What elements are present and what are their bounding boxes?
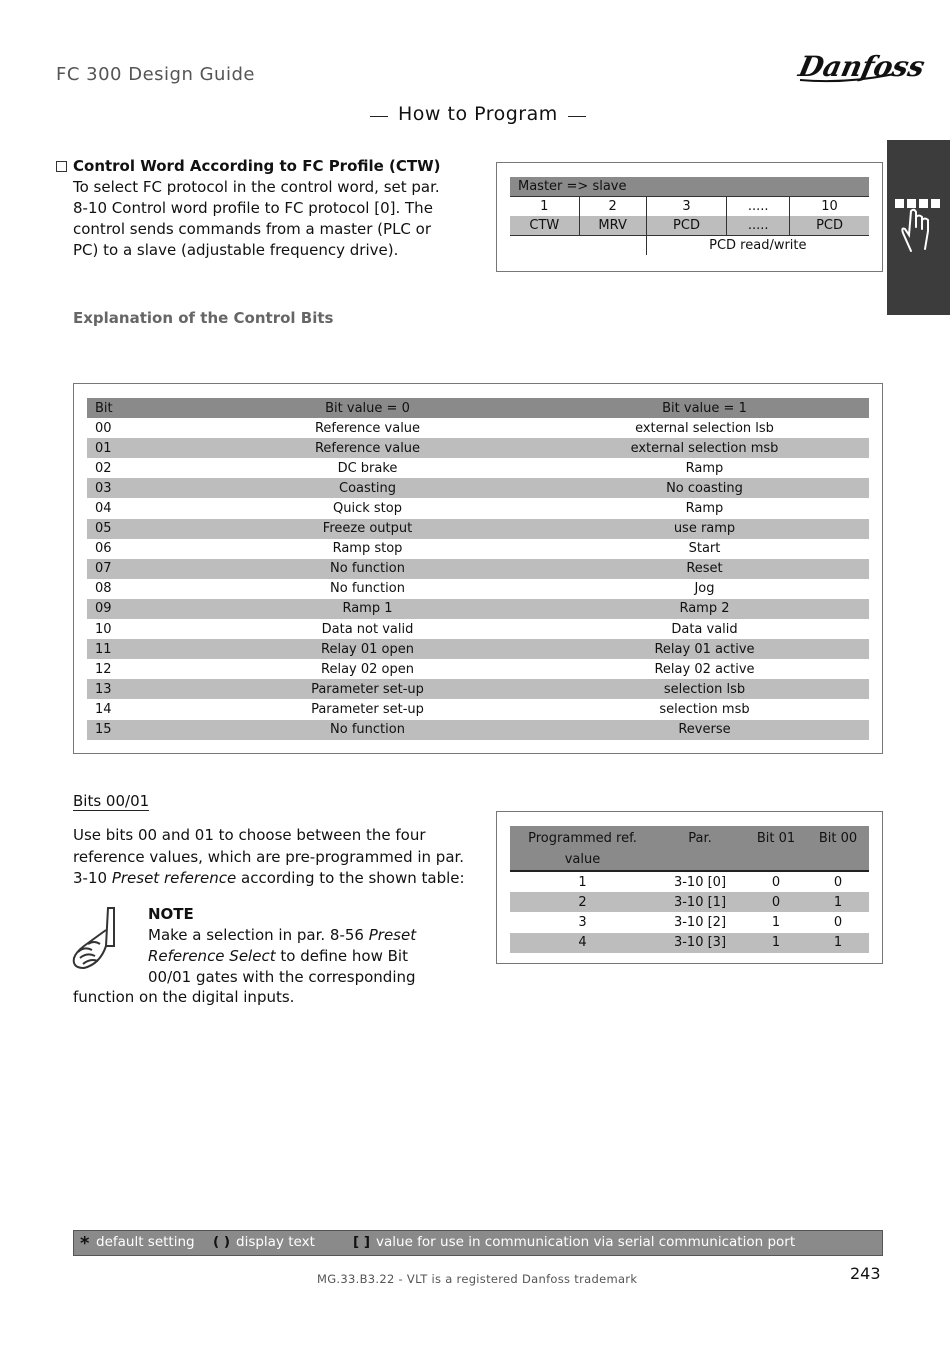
table-cell: 07 [87,559,195,579]
table-cell: 1 [745,933,807,953]
table-cell: 0 [771,874,781,890]
table-row [87,679,869,699]
telegram-label: MRV [579,216,646,236]
note-italic: Preset Reference Select [148,926,417,965]
table-row [510,871,869,892]
table-cell: 02 [95,460,112,476]
paren-key: ( ) [213,1234,231,1250]
table-cell: 09 [87,599,195,619]
table-cell: 1 [807,933,869,953]
chapter-title [360,103,596,125]
note-text [148,925,448,988]
pcd-read-write: PCD read/write [646,236,869,256]
programming-hand-icon [895,195,943,255]
display-text-label: display text [236,1234,315,1250]
telegram-number: 10 [790,197,869,217]
table-row [87,720,869,740]
table-cell: Start [688,541,721,557]
preset-reference-table-box [496,811,883,964]
table-row [87,599,869,619]
note-heading: NOTE [148,905,194,923]
control-bits-table [87,398,869,740]
table-cell: Relay 02 active [654,661,755,677]
table-cell: Jog [694,581,715,597]
table-cell: Ramp 2 [540,599,869,619]
master-slave-header: Master => slave [510,177,869,197]
table-row [87,579,869,599]
table-cell: Data valid [671,621,738,637]
table-row [87,699,869,719]
telegram-number: 3 [646,197,727,217]
table-row [510,892,869,912]
table-cell: No function [195,720,540,740]
trademark-line: MG.33.B3.22 - VLT is a registered Danfoss trademark [317,1272,638,1286]
table-row [87,458,869,478]
table-cell: 15 [87,720,195,740]
default-setting-label: default setting [96,1234,195,1250]
star-key: * [80,1233,90,1254]
note-text-b: to define how Bit 00/01 gates with the corresponding [148,947,416,986]
chapter-side-tab [887,140,950,315]
note-text-a: Make a selection in par. 8-56 [148,926,369,944]
table-cell: 0 [745,892,807,912]
table-row [87,418,869,438]
para-text: according to the shown table: [236,869,465,887]
table-cell: Parameter set-up [195,679,540,699]
table-row [87,519,869,539]
master-slave-table [510,177,869,255]
table-cell: 12 [95,661,112,677]
telegram-number: ..... [727,197,790,217]
table-cell: Reset [540,559,869,579]
table-cell: No function [195,559,540,579]
table-cell: 4 [510,933,655,953]
master-slave-diagram [496,162,883,272]
table-cell: No function [330,581,405,597]
telegram-number: 1 [540,199,549,214]
note-block [148,904,448,988]
column-header: Bit [87,398,195,418]
table-row [87,639,869,659]
table-cell: Reference value [314,420,421,436]
table-cell: 2 [510,892,655,912]
telegram-label: PCD [646,216,727,236]
ctw-body: To select FC protocol in the control word, set par. 8-10 Control word profile to FC protocol [0]. The control sends commands from a master (PLC or PC) to a slave (adjustable frequency drive). [73,178,440,259]
table-cell: 3-10 [0] [673,874,727,890]
table-cell: Relay 02 open [321,661,414,677]
table-cell: 11 [87,639,195,659]
table-cell: No coasting [540,478,869,498]
table-cell: 3-10 [1] [655,892,745,912]
page-number: 243 [850,1264,881,1283]
table-cell: 1 [578,874,587,890]
chapter-title-text: How to Program [398,103,558,125]
table-cell: Ramp [685,501,724,517]
table-cell: Coasting [195,478,540,498]
telegram-label: ..... [727,216,790,236]
table-cell: selection msb [659,701,750,717]
table-row [87,659,869,679]
column-header: Bit 01 [745,826,807,871]
note-hand-icon [70,906,122,976]
table-cell: DC brake [337,460,398,476]
table-cell: 1 [807,892,869,912]
legend-bar [73,1230,883,1256]
control-bits-table-box [73,383,883,754]
telegram-label: CTW [510,216,579,236]
table-cell: 01 [87,438,195,458]
table-cell: Reference value [195,438,540,458]
table-cell: Quick stop [333,501,402,517]
explanation-heading: Explanation of the Control Bits [73,309,334,327]
table-cell: 3 [578,914,587,930]
table-cell: 0 [833,874,843,890]
checkbox-bullet-icon [56,161,67,172]
column-header: Bit value = 0 [195,398,540,418]
column-header: Bit 00 [807,826,869,871]
table-cell: Parameter set-up [311,701,424,717]
bits-0001-heading: Bits 00/01 [73,792,150,810]
table-row [87,559,869,579]
table-cell: 04 [95,501,112,517]
table-row [87,478,869,498]
document-title: FC 300 Design Guide [56,64,255,85]
table-cell: Freeze output [195,519,540,539]
table-cell: Relay 01 open [195,639,540,659]
telegram-label: PCD [790,216,869,236]
table-row [87,539,869,559]
column-header: Programmed ref. value [510,826,655,871]
table-cell: 1 [771,914,781,930]
table-cell: 08 [95,581,112,597]
table-cell: 05 [87,519,195,539]
table-cell: Data not valid [321,621,414,637]
ctw-heading: Control Word According to FC Profile (CTW) [73,157,441,175]
table-cell: 03 [87,478,195,498]
table-row [87,438,869,458]
table-row [510,912,869,932]
para-text: Use bits 00 and 01 to choose between the four reference values, which are pre-programmed in par. 3-10 [73,826,465,887]
telegram-number: 2 [579,197,646,217]
table-cell: 06 [95,541,112,557]
table-row [87,619,869,639]
table-row [510,933,869,953]
danfoss-logo [795,44,928,90]
table-cell: Ramp 1 [195,599,540,619]
table-cell: 3-10 [3] [655,933,745,953]
table-cell: use ramp [540,519,869,539]
table-cell: Ramp stop [332,541,403,557]
bracket-key: [ ] [353,1234,371,1250]
bits-0001-paragraph [73,825,473,890]
table-cell: external selection lsb [635,420,774,436]
table-cell: selection lsb [540,679,869,699]
para-italic: Preset reference [111,869,237,887]
ctw-section [56,156,456,261]
table-cell: Ramp [685,460,724,476]
table-cell: Reverse [540,720,869,740]
table-cell: 3-10 [2] [673,914,727,930]
table-cell: 10 [95,621,112,637]
serial-text-label: value for use in communication via serial communication port [376,1234,796,1250]
table-cell: 00 [95,420,112,436]
preset-reference-table [510,826,869,953]
table-cell: 13 [87,679,195,699]
table-cell: 14 [95,701,112,717]
svg-text:Danfoss: Danfoss [795,49,928,83]
column-header: Bit value = 1 [540,398,869,418]
table-cell: Relay 01 active [540,639,869,659]
column-header: Par. [655,826,745,871]
table-cell: external selection msb [540,438,869,458]
table-cell: 0 [833,914,843,930]
note-tail: function on the digital inputs. [73,988,295,1006]
table-row [87,498,869,518]
